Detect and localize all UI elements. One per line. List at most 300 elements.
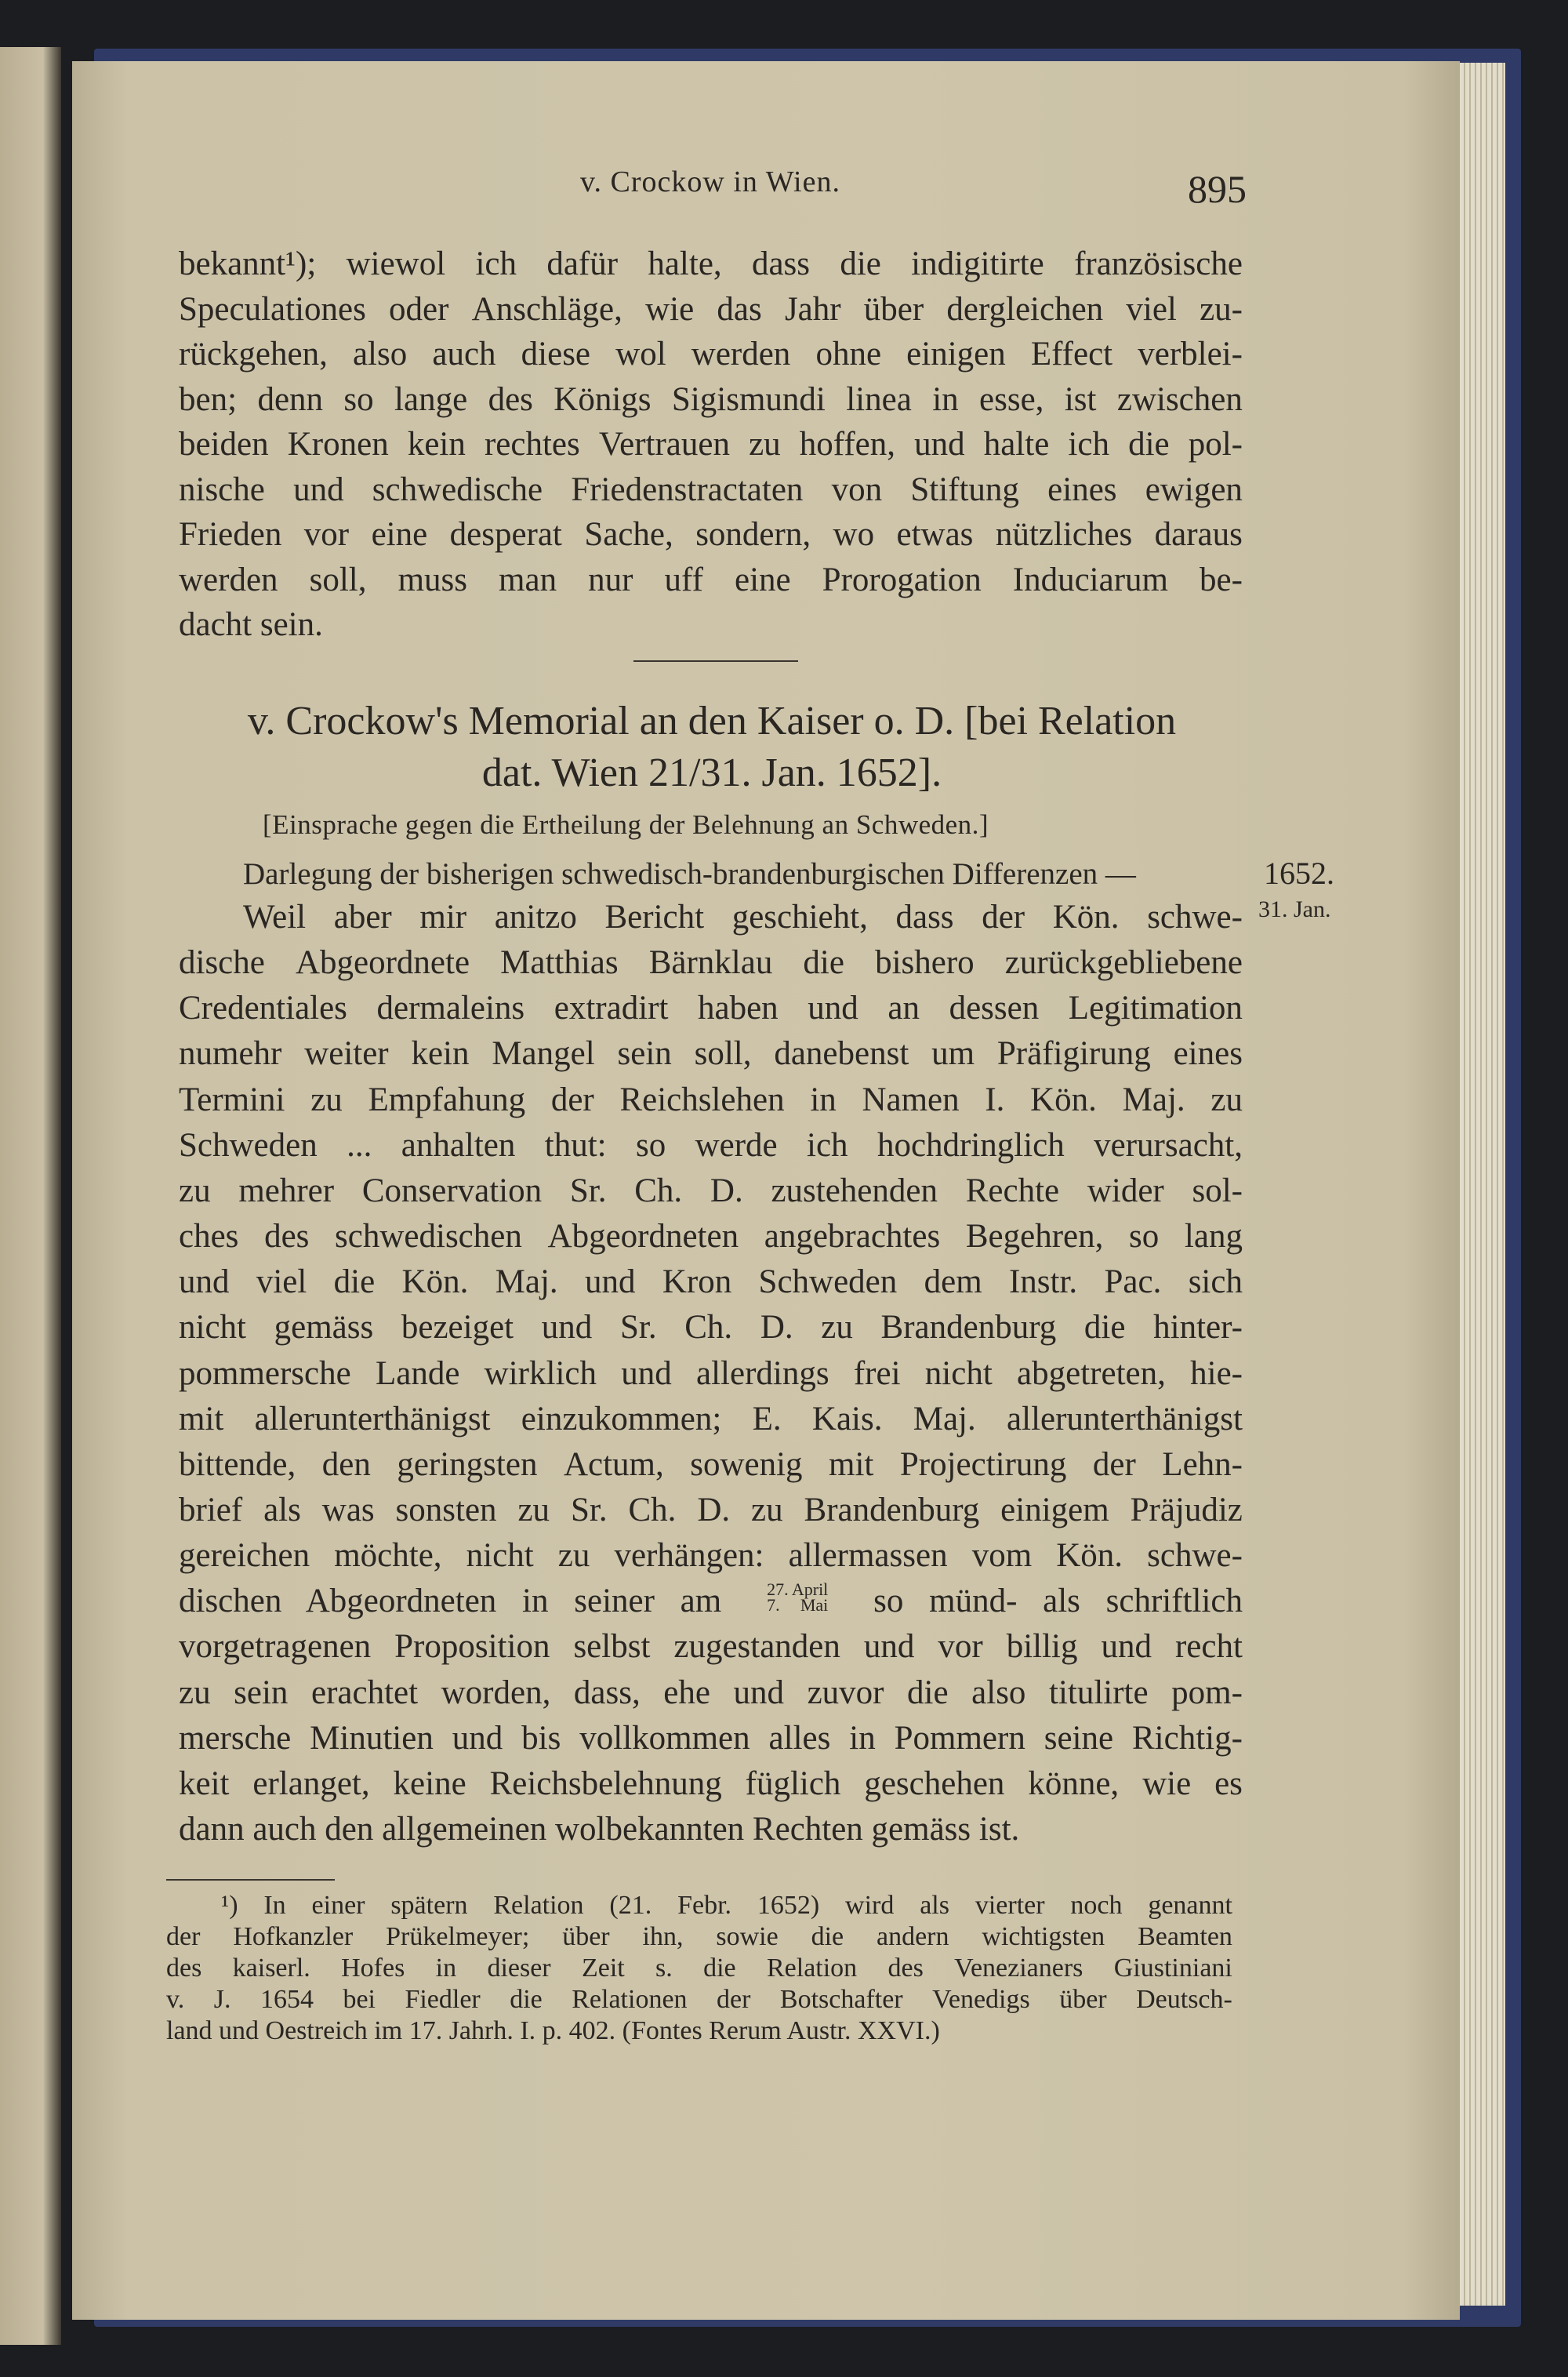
text-line — [179, 380, 1243, 420]
word: Relation — [493, 1891, 584, 1920]
margin-year: 1652. — [1264, 856, 1334, 891]
word: der — [550, 1081, 594, 1118]
word: und — [621, 1354, 672, 1392]
word: Beamten — [1138, 1922, 1232, 1951]
word: kaiserl. — [232, 1954, 310, 1983]
text-line — [179, 1400, 1243, 1439]
word: in — [810, 1081, 837, 1118]
word: uff — [664, 561, 703, 598]
word: was — [321, 1491, 375, 1528]
word: ist — [1064, 380, 1097, 418]
word: lange — [394, 380, 468, 418]
word: Ch. — [634, 1172, 683, 1209]
word: nicht — [179, 1309, 246, 1347]
text-line — [179, 515, 1243, 554]
word: Febr. — [677, 1891, 732, 1920]
word: I. — [985, 1081, 1005, 1118]
word: die — [1083, 1309, 1126, 1347]
word: etwas — [896, 516, 974, 553]
word: nische — [179, 471, 265, 508]
word: weiter — [304, 1035, 389, 1073]
word: über — [1059, 1985, 1107, 2014]
text-line — [179, 1719, 1243, 1758]
word: Fiedler — [405, 1985, 481, 2014]
word: verhängen: — [614, 1537, 764, 1575]
word: verblei- — [1138, 336, 1243, 373]
word: Termini — [179, 1081, 285, 1118]
word: geringsten — [397, 1445, 538, 1483]
word: Mangel — [492, 1035, 595, 1073]
footnote-line — [166, 1984, 1232, 2015]
word: Proposition — [394, 1628, 550, 1666]
word: Speculationes — [179, 290, 366, 328]
word: möchte, — [334, 1537, 442, 1575]
word: zu — [751, 1491, 783, 1528]
word: zu — [179, 1674, 211, 1711]
word: haben — [698, 990, 779, 1027]
word: ich — [807, 1126, 848, 1164]
word: Sr. — [569, 1172, 607, 1209]
word: vom — [971, 1537, 1033, 1575]
word: ich — [1068, 426, 1109, 463]
word: ihn, — [642, 1922, 684, 1951]
text-line — [179, 245, 1243, 284]
word: Bärnklau — [648, 944, 773, 982]
fraction-top: 27. April — [767, 1579, 829, 1600]
word: Maj. — [913, 1400, 976, 1437]
word: Kron — [662, 1263, 732, 1301]
word: abgetreten, — [1017, 1354, 1166, 1392]
footnote-line — [166, 1921, 1232, 1953]
word: pom- — [1171, 1674, 1243, 1711]
word: dische — [179, 944, 265, 982]
word: Kön. — [1030, 1081, 1097, 1118]
word: Empfahung — [368, 1081, 526, 1118]
word: Kön. — [1056, 1537, 1123, 1575]
footnote-divider — [166, 1879, 335, 1881]
word: die — [333, 1263, 376, 1301]
word: Namen — [862, 1081, 960, 1118]
word: zuvor — [807, 1674, 884, 1711]
word: Kön. — [1052, 899, 1120, 936]
word: werden — [179, 561, 278, 598]
word: verursacht, — [1094, 1126, 1243, 1164]
word: soll, — [694, 1035, 752, 1073]
word: Deutsch- — [1136, 1985, 1232, 2014]
word: es — [1214, 1765, 1243, 1802]
word: hinter- — [1153, 1309, 1243, 1347]
word: 1654 — [260, 1985, 314, 2014]
word: kein — [407, 426, 466, 463]
word: Kön. — [401, 1263, 469, 1301]
word: Prorogation — [822, 561, 982, 598]
word: zu — [821, 1309, 853, 1347]
word: mehrer — [238, 1172, 335, 1209]
word: Zeit — [581, 1954, 625, 1983]
text-line — [179, 1308, 1243, 1347]
word: vor — [938, 1628, 983, 1666]
word: alles — [768, 1719, 831, 1757]
word: und — [179, 1263, 230, 1301]
word: zu — [517, 1491, 550, 1528]
footnote-line — [166, 1953, 1232, 1984]
word: brief — [179, 1491, 243, 1528]
word: Legitimation — [1068, 990, 1243, 1027]
word: also — [971, 1674, 1026, 1711]
word: der — [1092, 1445, 1136, 1483]
word: zugestanden — [673, 1628, 840, 1666]
word: bekannt¹); — [179, 245, 317, 282]
word: Sr. — [570, 1491, 608, 1528]
text-line — [179, 1081, 1243, 1120]
word: wiewol — [346, 245, 446, 282]
word: dass, — [573, 1674, 641, 1711]
word: Vertrauen — [598, 426, 730, 463]
word: zu — [749, 426, 781, 463]
word: Kronen — [287, 426, 389, 463]
word: allerdings — [696, 1354, 829, 1392]
word: lang — [1184, 1218, 1243, 1256]
word: so — [1129, 1218, 1160, 1256]
word: frei — [853, 1354, 901, 1392]
word: Venedigs — [932, 1985, 1030, 2014]
word: zu- — [1200, 290, 1243, 328]
word: man — [499, 561, 557, 598]
word: Brandenburg — [804, 1491, 980, 1528]
word: esse, — [979, 380, 1044, 418]
word: dem — [924, 1263, 982, 1301]
word: die — [907, 1674, 949, 1711]
word: wie — [1142, 1765, 1192, 1802]
word: in — [932, 380, 959, 418]
word: der — [982, 899, 1025, 936]
word: dass — [751, 245, 811, 282]
word: die — [803, 944, 844, 982]
word: die — [1128, 426, 1170, 463]
word: ich — [475, 245, 517, 282]
word: die — [510, 1985, 543, 2014]
word: ewigen — [1145, 471, 1243, 508]
word: (21. — [609, 1891, 652, 1920]
word: Projectirung — [899, 1445, 1067, 1483]
word: Reichsbelehnung — [489, 1765, 722, 1802]
text-line: dann auch den allgemeinen wolbekannten Rechten gemäss ist. — [179, 1811, 1020, 1848]
word: wird — [845, 1891, 895, 1920]
word: an — [887, 990, 920, 1027]
word: rechtes — [484, 426, 580, 463]
word: zustehenden — [771, 1172, 938, 1209]
word: in — [849, 1719, 876, 1757]
margin-date: 31. Jan. — [1258, 896, 1331, 922]
word: Schweden — [179, 1126, 318, 1164]
word: Minutien — [310, 1719, 434, 1757]
running-head: v. Crockow in Wien. — [580, 165, 840, 198]
text-line — [179, 1536, 1243, 1576]
word: von — [831, 471, 883, 508]
text-line — [179, 1172, 1243, 1211]
word: so — [635, 1126, 666, 1164]
text-line — [179, 1034, 1243, 1074]
word: desperat — [449, 516, 562, 553]
word: mit — [829, 1445, 874, 1483]
word: dessen — [949, 990, 1040, 1027]
word: extradirt — [554, 990, 669, 1027]
word: genannt — [1148, 1891, 1232, 1920]
word: noch — [1070, 1891, 1123, 1920]
word: der — [717, 1985, 751, 2014]
word: gereichen — [179, 1537, 310, 1575]
word: titulirte — [1049, 1674, 1149, 1711]
word: E. — [752, 1400, 782, 1437]
word: worden, — [441, 1674, 551, 1711]
word: Rechte — [965, 1172, 1060, 1209]
word: ¹) — [221, 1891, 238, 1920]
word: Pommern — [894, 1719, 1025, 1757]
word: wo — [833, 516, 875, 553]
word: und — [733, 1674, 785, 1711]
word: Sr. — [619, 1309, 657, 1347]
word: beiden — [179, 426, 269, 463]
footnote-line: land und Oestreich im 17. Jahrh. I. p. 402. (Fontes Rerum Austr. XXVI.) — [166, 2016, 940, 2045]
word: des — [488, 380, 533, 418]
line-segment: so münd- als schriftlich — [873, 1583, 1243, 1620]
word: vorgetragenen — [179, 1628, 372, 1666]
word: zurückgebliebene — [1004, 944, 1243, 982]
word: zu — [557, 1537, 590, 1575]
text-line: dacht sein. — [179, 606, 323, 643]
word: s. — [655, 1954, 673, 1983]
word: Pac. — [1104, 1263, 1162, 1301]
word: wichtigsten — [982, 1922, 1105, 1951]
word: geschieht, — [731, 899, 868, 936]
word: vierter — [975, 1891, 1045, 1920]
word: Effect — [1030, 336, 1113, 373]
text-line — [179, 561, 1243, 600]
word: pol- — [1188, 426, 1243, 463]
word: die — [811, 1922, 844, 1951]
word: Giustiniani — [1113, 1954, 1232, 1983]
word: diese — [521, 336, 591, 373]
word: mersche — [179, 1719, 292, 1757]
word: pommersche — [179, 1354, 351, 1392]
word: und — [452, 1719, 503, 1757]
word: einzukommen; — [521, 1400, 722, 1437]
word: so — [343, 380, 374, 418]
word: nur — [588, 561, 633, 598]
word: Maj. — [1122, 1081, 1185, 1118]
word: Hofes — [341, 1954, 405, 1983]
word: mit — [179, 1400, 224, 1437]
word: einer — [311, 1891, 365, 1920]
word: be- — [1200, 561, 1243, 598]
text-line — [179, 1445, 1243, 1485]
word: Abgeordnete — [295, 944, 470, 982]
word: hie- — [1190, 1354, 1243, 1392]
word: andern — [877, 1922, 949, 1951]
word: und — [541, 1309, 593, 1347]
word: zu — [179, 1172, 211, 1209]
word: Jahr — [784, 290, 841, 328]
word: ches — [179, 1218, 239, 1256]
section-title-line-2: dat. Wien 21/31. Jan. 1652]. — [481, 751, 942, 795]
word: Hofkanzler — [233, 1922, 354, 1951]
word: werden — [691, 336, 791, 373]
text-line-with-date-fraction — [179, 1579, 1243, 1621]
word: thut: — [544, 1126, 607, 1164]
word: bishero — [875, 944, 975, 982]
word: billig — [1006, 1628, 1078, 1666]
text-line — [179, 943, 1243, 983]
word: 1652) — [757, 1891, 820, 1920]
word: Actum, — [563, 1445, 664, 1483]
word: Relationen — [572, 1985, 688, 2014]
text-line — [179, 1674, 1243, 1713]
word: oder — [389, 290, 449, 328]
word: anitzo — [494, 899, 577, 936]
word: denn — [257, 380, 324, 418]
section-subtitle: [Einsprache gegen die Ertheilung der Belehnung an Schweden.] — [263, 809, 989, 840]
text-line — [179, 425, 1243, 464]
word: Weil — [243, 899, 307, 936]
word: mir — [419, 899, 467, 936]
word: den — [321, 1445, 371, 1483]
word: Friedenstractaten — [571, 471, 804, 508]
word: bittende, — [179, 1445, 296, 1483]
word: recht — [1174, 1628, 1243, 1666]
word: aber — [333, 899, 392, 936]
word: und — [1101, 1628, 1152, 1666]
word: viel — [1126, 290, 1177, 328]
word: nicht — [466, 1537, 534, 1575]
word: numehr — [179, 1035, 282, 1073]
word: eines — [1173, 1035, 1243, 1073]
text-line — [179, 290, 1243, 329]
word: zu — [310, 1081, 343, 1118]
word: Anschläge, — [471, 290, 622, 328]
word: halte, — [648, 245, 722, 282]
word: Venezianers — [954, 1954, 1083, 1983]
word: nicht — [924, 1354, 993, 1392]
word: halte — [983, 426, 1050, 463]
word: soll, — [309, 561, 367, 598]
word: sowenig — [690, 1445, 803, 1483]
word: Kais. — [811, 1400, 883, 1437]
word: daraus — [1154, 516, 1243, 553]
word: D. — [760, 1309, 793, 1347]
section-title-line-1: v. Crockow's Memorial an den Kaiser o. D. [bei Relation — [247, 699, 1177, 743]
word: Sache, — [584, 516, 673, 553]
word: keine — [393, 1765, 466, 1802]
word: Abgeordneten — [547, 1218, 739, 1256]
word: Frieden — [179, 516, 282, 553]
word: in — [435, 1954, 457, 1983]
word: bis — [521, 1719, 561, 1757]
text-line — [179, 1765, 1243, 1804]
word: französische — [1074, 245, 1243, 282]
word: hoffen, — [799, 426, 895, 463]
word: eines — [1047, 471, 1117, 508]
word: Ch. — [684, 1309, 733, 1347]
word: um — [931, 1035, 975, 1073]
text-line — [179, 1627, 1243, 1666]
word: selbst — [573, 1628, 651, 1666]
word: zwischen — [1116, 380, 1243, 418]
word: Königs — [554, 380, 652, 418]
word: einigem — [1000, 1491, 1109, 1528]
word: ben; — [179, 380, 238, 418]
word: danebenst — [774, 1035, 909, 1073]
word: allerunterthänigst — [254, 1400, 491, 1437]
text-line — [179, 1263, 1243, 1302]
word: Präfigirung — [996, 1035, 1151, 1073]
word: Lehn- — [1162, 1445, 1243, 1483]
word: sondern, — [695, 516, 811, 553]
adjacent-page-edge — [0, 47, 61, 2345]
word: dermaleins — [376, 990, 525, 1027]
word: eine — [371, 516, 428, 553]
word: wirklich — [484, 1354, 597, 1392]
line-segment: dischen Abgeordneten in seiner am — [179, 1583, 722, 1620]
word: D. — [710, 1172, 743, 1209]
word: Credentiales — [179, 990, 347, 1027]
word: In — [263, 1891, 286, 1920]
word: bezeiget — [401, 1309, 514, 1347]
page-number: 895 — [1188, 167, 1247, 211]
fraction-bottom: 7. Mai — [767, 1595, 829, 1616]
word: werde — [695, 1126, 778, 1164]
word: seine — [1044, 1719, 1114, 1757]
word: gemäss — [274, 1309, 374, 1347]
word: allerunterthänigst — [1007, 1400, 1243, 1437]
word: und — [808, 990, 858, 1027]
word: die — [703, 1954, 736, 1983]
word: sowie — [716, 1922, 779, 1951]
word: des — [166, 1954, 202, 1983]
word: angebrachtes — [764, 1218, 941, 1256]
word: schwe- — [1147, 899, 1243, 936]
word: Begehren, — [965, 1218, 1104, 1256]
word: könne, — [1028, 1765, 1120, 1802]
word: allermassen — [788, 1537, 948, 1575]
word: wol — [615, 336, 666, 373]
word: Schweden — [758, 1263, 898, 1301]
text-line — [243, 898, 1243, 937]
word: kein — [411, 1035, 470, 1073]
word: das — [717, 290, 762, 328]
word: dass — [895, 899, 954, 936]
word: sich — [1188, 1263, 1243, 1301]
word: muss — [397, 561, 467, 598]
word: auch — [432, 336, 496, 373]
word: und — [863, 1628, 915, 1666]
section-divider — [633, 660, 798, 662]
word: erachtet — [311, 1674, 419, 1711]
date-fraction — [767, 1579, 829, 1621]
word: bei — [343, 1985, 376, 2014]
word: nützliches — [995, 516, 1133, 553]
word: viel — [256, 1263, 307, 1301]
word: als — [920, 1891, 949, 1920]
text-line — [179, 335, 1243, 374]
word: füglich — [745, 1765, 841, 1802]
word: keit — [179, 1765, 230, 1802]
word: indigitirte — [911, 245, 1044, 282]
word: Präjudiz — [1130, 1491, 1243, 1528]
word: Stiftung — [910, 471, 1019, 508]
word: des — [887, 1954, 924, 1983]
word: eine — [734, 561, 791, 598]
word: sonsten — [395, 1491, 497, 1528]
